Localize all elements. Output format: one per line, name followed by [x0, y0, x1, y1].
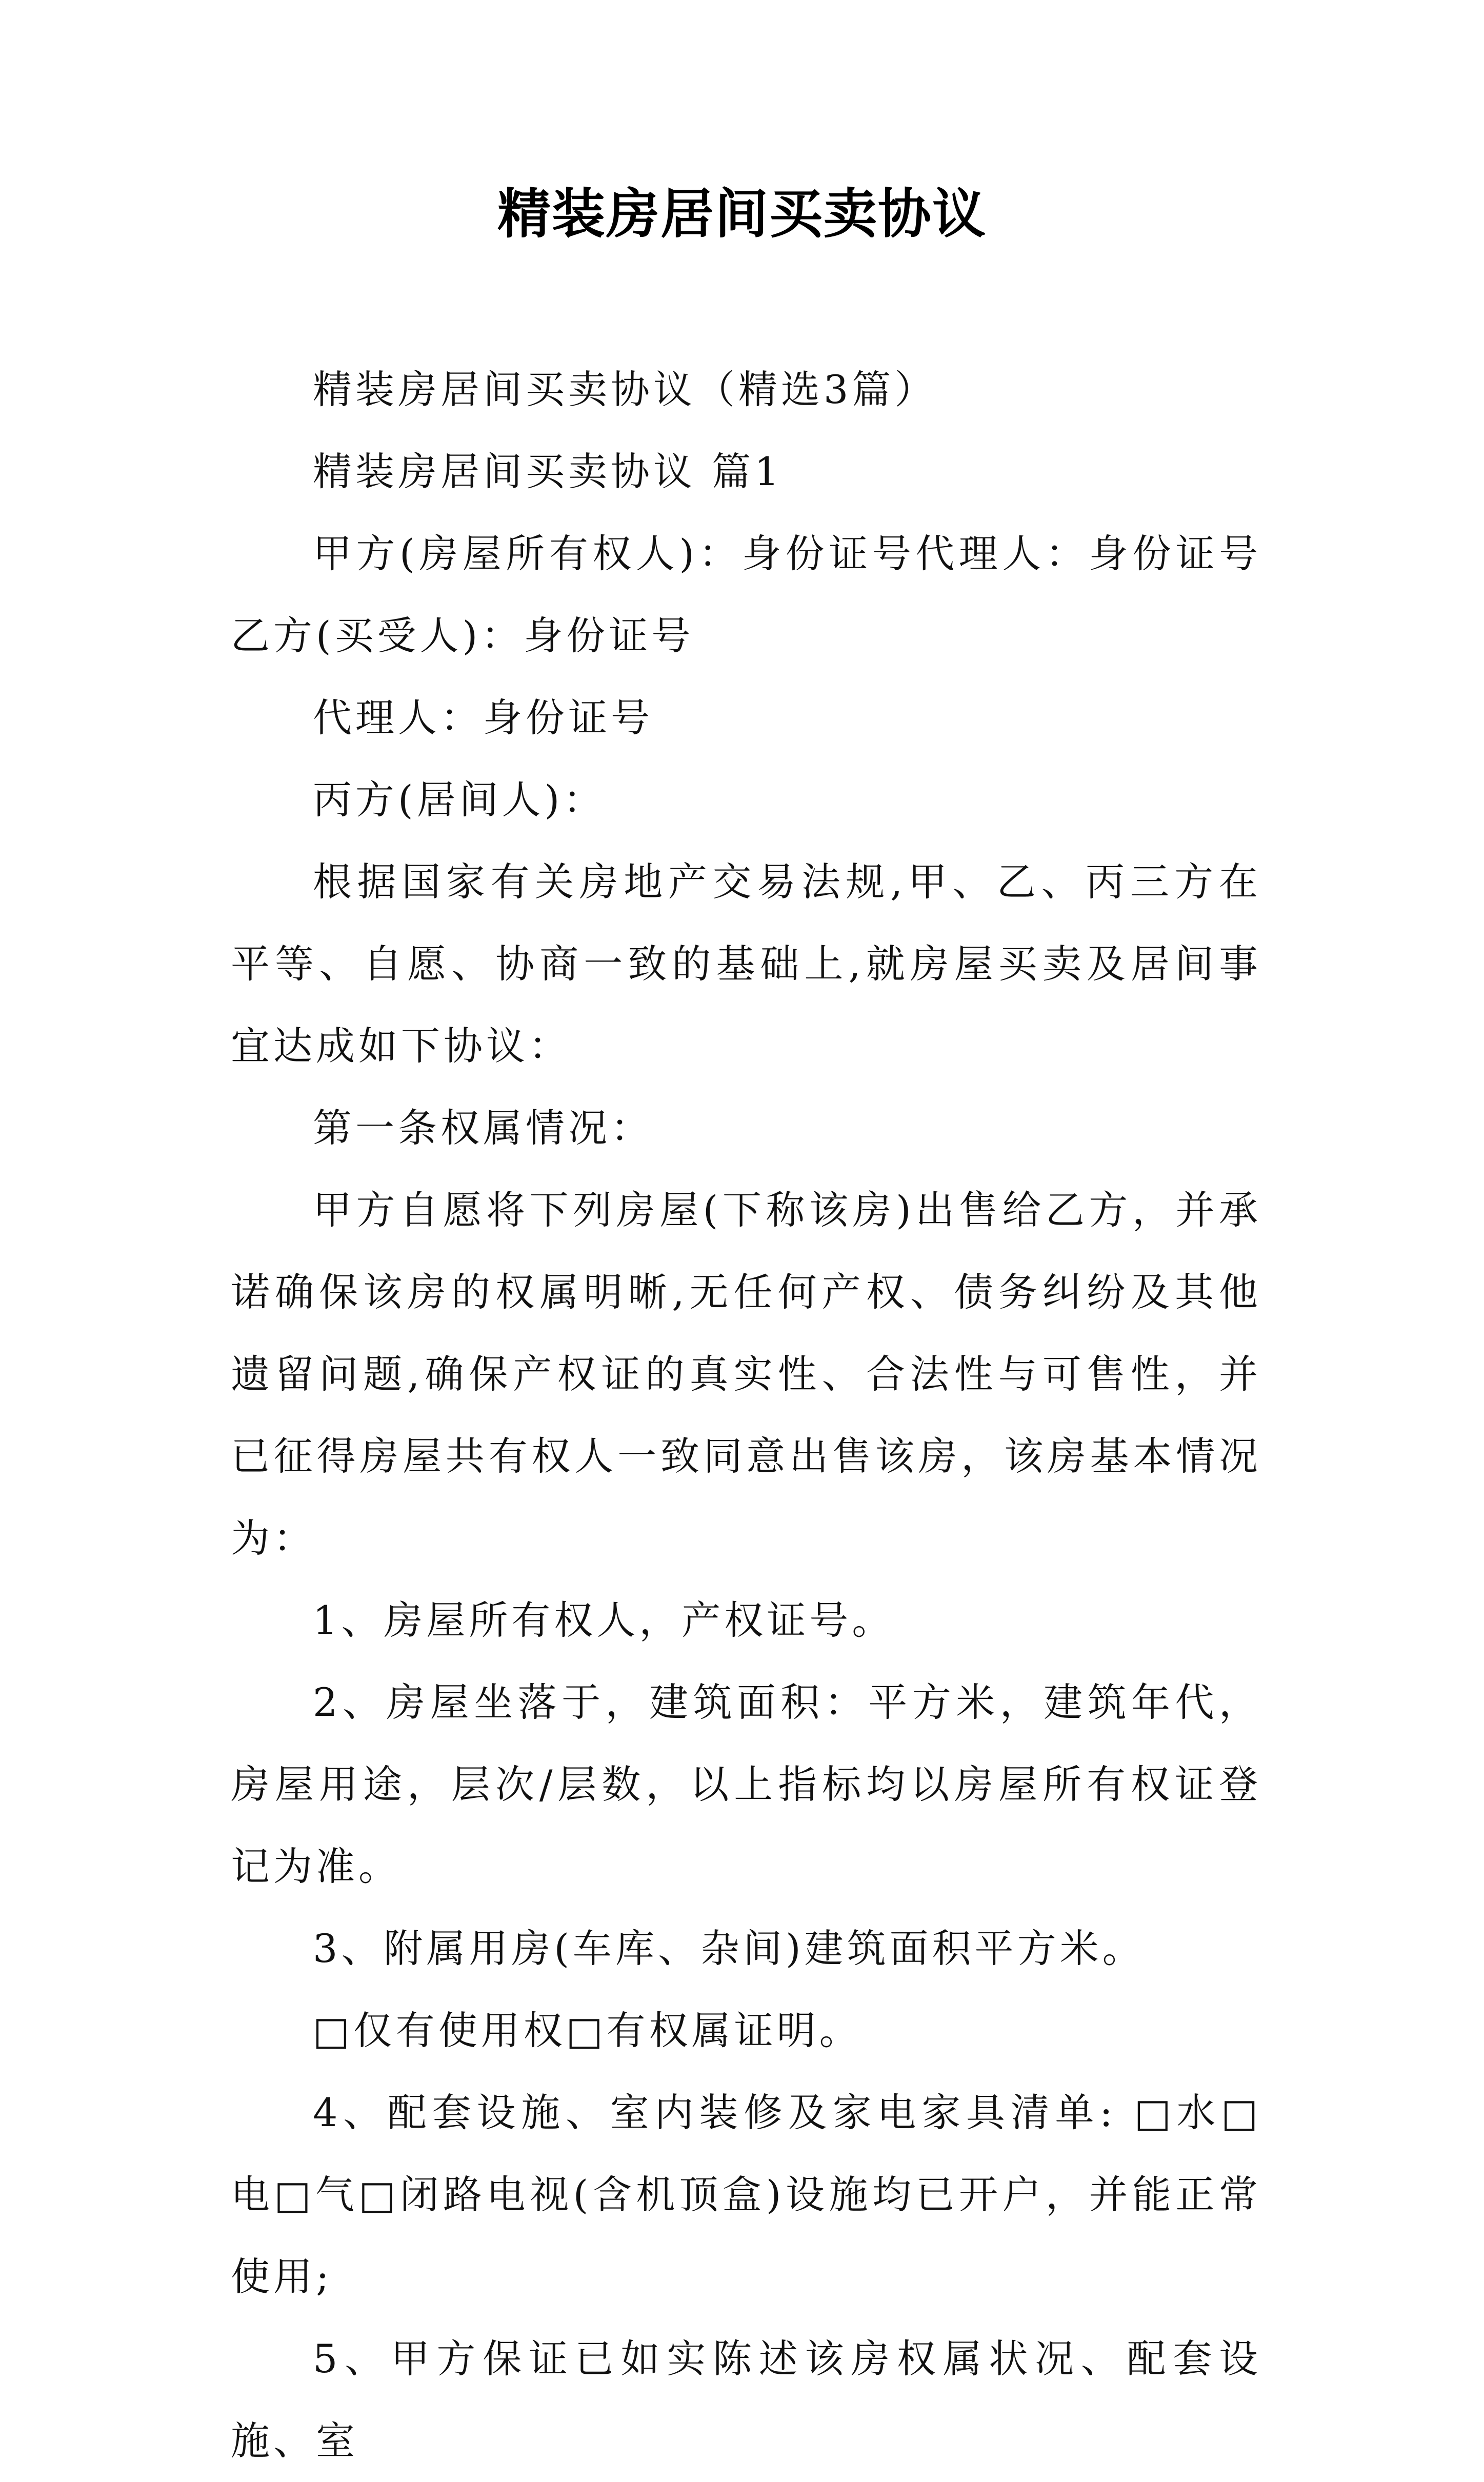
- paragraph-item-2: 2、房屋坐落于，建筑面积：平方米，建筑年代，房屋用途，层次/层数，以上指标均以房屋所有权证登记为准。: [231, 1679, 1261, 1889]
- paragraph-party-a: 甲方(房屋所有权人)：身份证号代理人：身份证号乙方(买受人)：身份证号: [231, 531, 1261, 658]
- paragraph-item-4: 4、配套设施、室内装修及家电家具清单: □水□电□气□闭路电视(含机顶盒)设施均已开户，并能正常使用;: [231, 2090, 1261, 2299]
- document-title: 精装房居间买卖协议: [497, 182, 987, 245]
- paragraph-item-3: 3、附属用房(车库、杂间)建筑面积平方米。: [313, 1926, 1145, 1971]
- paragraph-item-1: 1、房屋所有权人，产权证号。: [313, 1597, 895, 1643]
- paragraph-ownership: 甲方自愿将下列房屋(下称该房)出售给乙方，并承诺确保该房的权属明晰,无任何产权、债务纠纷及其他遗留问题,确保产权证的真实性、合法性与可售性，并已征得房屋共有权人一致同意出售该房，该房基本情况为：: [231, 1187, 1261, 1561]
- paragraph-article-1: 第一条权属情况：: [313, 1105, 653, 1151]
- paragraph-item-5: 5、甲方保证已如实陈述该房权属状况、配套设施、室: [231, 2336, 1261, 2464]
- paragraph-party-c: 丙方(居间人)：: [313, 777, 606, 823]
- paragraph-rights: □仅有使用权□有权属证明。: [313, 2008, 862, 2053]
- paragraph-subtitle: 精装房居间买卖协议（精选3篇）: [313, 367, 937, 412]
- paragraph-agent: 代理人：身份证号: [313, 695, 653, 740]
- paragraph-intro: 根据国家有关房地产交易法规,甲、乙、丙三方在平等、自愿、协商一致的基础上,就房屋买卖及居间事宜达成如下协议：: [231, 859, 1261, 1069]
- paragraph-heading: 精装房居间买卖协议 篇1: [313, 449, 783, 494]
- document-body: [231, 349, 1261, 2482]
